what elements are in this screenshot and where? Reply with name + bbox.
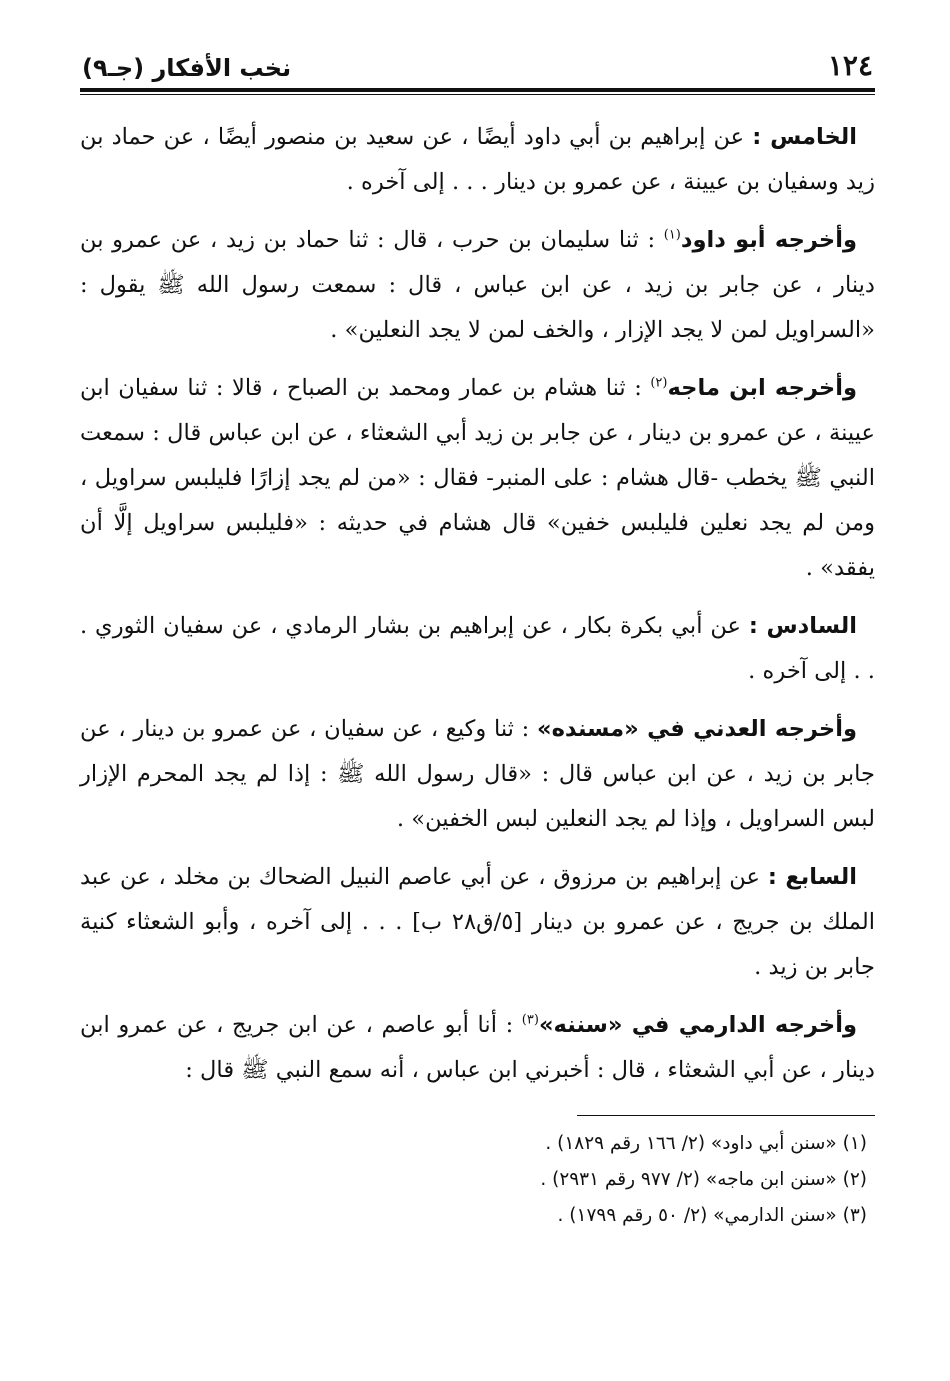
body-text [80, 115, 875, 1093]
paragraph-text: : ثنا سليمان بن حرب ، قال : ثنا حماد بن زيد ، عن عمرو بن دينار ، عن جابر بن زيد ، عن ابن عباس ، قال : سمعت رسول الله ﷺ يقول : «السراويل لمن لا يجد الإزار ، والخف لمن لا يجد النعلين» . [80, 227, 875, 343]
paragraph-lead: وأخرجه الدارمي في «سننه» [538, 1012, 857, 1038]
paragraph-text: : أنا أبو عاصم ، عن ابن جريج ، عن عمرو ابن دينار ، عن أبي الشعثاء ، قال : أخبرني ابن عباس ، أنه سمع النبي ﷺ قال : [80, 1012, 875, 1083]
paragraph-text: : ثنا هشام بن عمار ومحمد بن الصباح ، قالا : ثنا سفيان ابن عيينة ، عن عمرو بن دينار ، عن جابر بن زيد أبي الشعثاء ، عن ابن عباس قال : سمعت النبي ﷺ يخطب -قال هشام : على المنبر- فقال : «من لم يجد إزارًا فليلبس سراويل ، ومن لم يجد نعلين فليلبس خفين» قال هشام في حديثه : «فليلبس سراويل إلَّا أن يفقد» . [80, 375, 875, 581]
footnote-separator [577, 1115, 875, 1116]
paragraph-adani [80, 707, 875, 842]
paragraph-sadis [80, 604, 875, 694]
footnote-ref: (٣) [521, 1012, 539, 1028]
paragraph-lead: وأخرجه ابن ماجه [667, 375, 857, 401]
paragraph-khamis [80, 115, 875, 205]
footnote-3: (٣) «سنن الدارمي» (٢/ ٥٠ رقم ١٧٩٩) . [557, 1205, 867, 1226]
page-number: ١٢٤ [827, 49, 873, 82]
paragraph-text: : ثنا وكيع ، عن سفيان ، عن عمرو بن دينار ، عن جابر بن زيد ، عن ابن عباس قال : «قال رسول الله ﷺ : إذا لم يجد المحرم الإزار لبس السراويل ، وإذا لم يجد النعلين لبس الخفين» . [80, 716, 875, 832]
footnote-ref: (١) [663, 227, 681, 243]
paragraph-ibn-majah [80, 366, 875, 591]
book-title: نخب الأفكار (جـ٩) [82, 54, 292, 82]
paragraph-darimi [80, 1003, 875, 1093]
paragraph-lead: السادس : [748, 613, 857, 639]
header-rule-thick [80, 88, 875, 92]
paragraph-lead: الخامس : [752, 124, 857, 150]
header-rule-thin [80, 94, 875, 95]
footnote-ref: (٢) [650, 375, 668, 391]
paragraph-text: عن أبي بكرة بكار ، عن إبراهيم بن بشار الرمادي ، عن سفيان الثوري . . . إلى آخره . [80, 613, 875, 684]
paragraph-abu-dawud [80, 218, 875, 353]
paragraph-text: عن إبراهيم بن أبي داود أيضًا ، عن سعيد بن منصور أيضًا ، عن حماد بن زيد وسفيان بن عيينة ، عن عمرو بن دينار . . . إلى آخره . [80, 124, 875, 195]
footnote-1: (١) «سنن أبي داود» (٢/ ١٦٦ رقم ١٨٢٩) . [545, 1133, 867, 1154]
paragraph-lead: السابع : [767, 864, 857, 890]
paragraph-lead: وأخرجه العدني في «مسنده» [536, 716, 857, 742]
paragraph-lead: وأخرجه أبو داود [680, 227, 857, 253]
book-page [80, 40, 875, 1234]
page-header [80, 40, 875, 82]
footnotes [80, 1126, 875, 1234]
paragraph-text: عن إبراهيم بن مرزوق ، عن أبي عاصم النبيل الضحاك بن مخلد ، عن عبد الملك بن جريج ، عن عمرو بن دينار [٥/ق٢٨ ب] . . . إلى آخره ، وأبو الشعثاء كنية جابر بن زيد . [80, 864, 875, 980]
footnote-2: (٢) «سنن ابن ماجه» (٢/ ٩٧٧ رقم ٢٩٣١) . [540, 1169, 867, 1190]
paragraph-sabi [80, 855, 875, 990]
